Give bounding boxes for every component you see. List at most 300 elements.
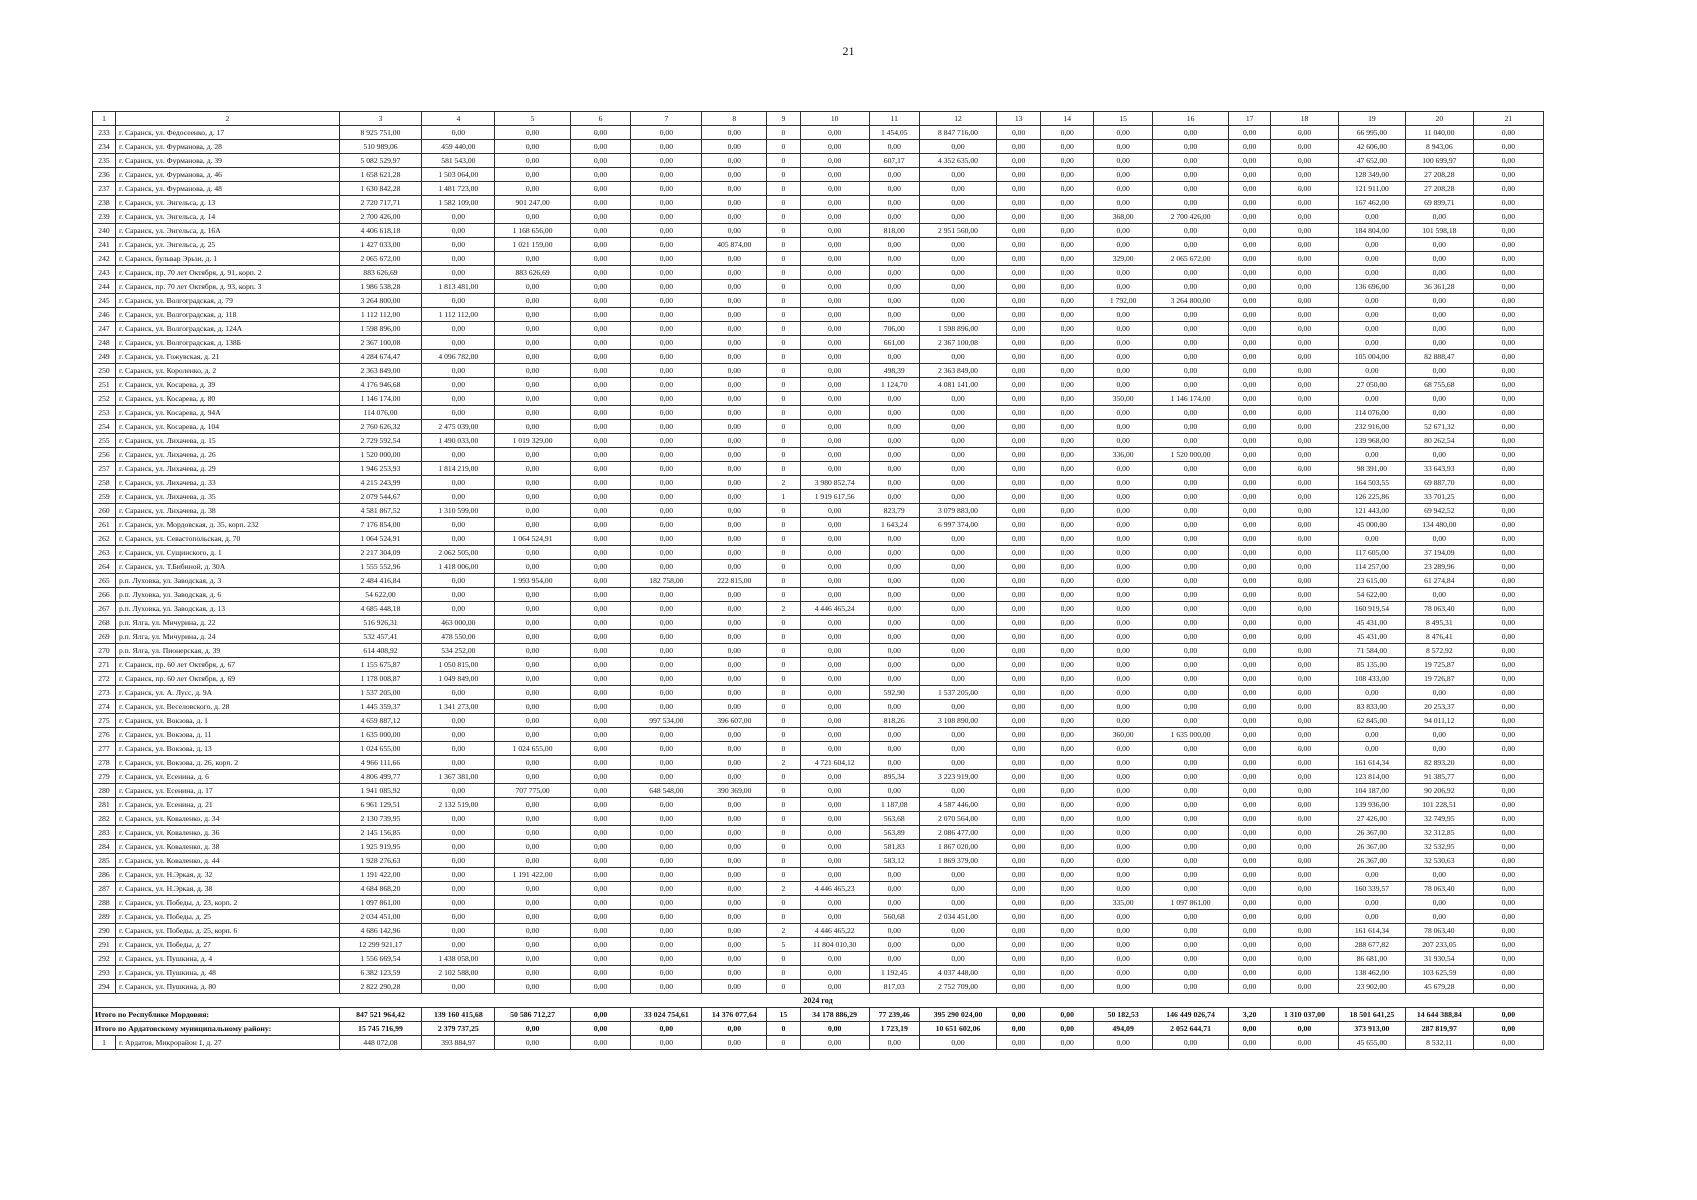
table-cell: 0,00 bbox=[1405, 686, 1473, 700]
table-cell: 0,00 bbox=[1152, 280, 1228, 294]
total-label: Итого по Республике Мордовия: bbox=[93, 1008, 340, 1022]
table-cell: 0,00 bbox=[997, 322, 1041, 336]
table-cell: 0,00 bbox=[570, 784, 631, 798]
table-cell: 0,00 bbox=[422, 406, 495, 420]
table-cell: 0,00 bbox=[570, 490, 631, 504]
total-cell: 15 bbox=[767, 1008, 800, 1022]
table-cell: 0,00 bbox=[1271, 490, 1339, 504]
table-cell: 2 700 426,00 bbox=[1152, 210, 1228, 224]
table-cell: 0,00 bbox=[1041, 182, 1094, 196]
table-cell: 0,00 bbox=[1271, 378, 1339, 392]
address-cell: г. Саранск, ул. Косарева, д. 39 bbox=[115, 378, 339, 392]
table-cell: 0,00 bbox=[495, 504, 570, 518]
table-cell: 360,00 bbox=[1094, 728, 1153, 742]
table-cell: 0,00 bbox=[997, 224, 1041, 238]
table-cell: 27 426,00 bbox=[1338, 812, 1405, 826]
table-cell: 1 869 379,00 bbox=[919, 854, 996, 868]
table-cell: 0,00 bbox=[422, 756, 495, 770]
table-row bbox=[93, 392, 1544, 406]
table-cell: 1 993 954,00 bbox=[495, 574, 570, 588]
table-cell: 2 729 592,54 bbox=[339, 434, 422, 448]
table-cell: 0,00 bbox=[495, 546, 570, 560]
total-cell: 1 310 037,00 bbox=[1271, 1008, 1339, 1022]
table-cell: 2 951 560,00 bbox=[919, 224, 996, 238]
table-cell: 23 902,00 bbox=[1338, 980, 1405, 994]
table-cell: 0,00 bbox=[997, 280, 1041, 294]
table-cell: 0,00 bbox=[702, 196, 767, 210]
table-cell: 0,00 bbox=[1094, 406, 1153, 420]
table-cell: 0,00 bbox=[1405, 406, 1473, 420]
table-cell: 0,00 bbox=[702, 434, 767, 448]
table-cell: 0,00 bbox=[631, 532, 702, 546]
table-cell: 5 bbox=[767, 938, 800, 952]
table-cell: 289 bbox=[93, 910, 116, 924]
table-cell: 0,00 bbox=[1473, 840, 1543, 854]
table-cell: 390 369,00 bbox=[702, 784, 767, 798]
table-cell: 0,00 bbox=[702, 252, 767, 266]
table-cell: 0,00 bbox=[570, 392, 631, 406]
table-cell: 0,00 bbox=[1041, 714, 1094, 728]
table-cell: 818,00 bbox=[869, 224, 919, 238]
table-cell: 0,00 bbox=[631, 182, 702, 196]
table-cell: 0,00 bbox=[997, 700, 1041, 714]
table-cell: 0,00 bbox=[1152, 140, 1228, 154]
total-cell: 14 376 077,64 bbox=[702, 1008, 767, 1022]
table-cell: 52 671,32 bbox=[1405, 420, 1473, 434]
table-cell: 0 bbox=[767, 182, 800, 196]
table-cell: 3 223 919,00 bbox=[919, 770, 996, 784]
table-cell: 0,00 bbox=[570, 504, 631, 518]
table-cell: 0,00 bbox=[1152, 644, 1228, 658]
total-cell: 395 290 024,00 bbox=[919, 1008, 996, 1022]
total-cell: 1 723,19 bbox=[869, 1022, 919, 1036]
table-cell: 0,00 bbox=[495, 490, 570, 504]
table-cell: 0,00 bbox=[1473, 266, 1543, 280]
table-cell: 707 775,00 bbox=[495, 784, 570, 798]
table-cell: 0,00 bbox=[495, 336, 570, 350]
table-cell: 0,00 bbox=[1152, 574, 1228, 588]
table-cell: 11 804 010,30 bbox=[800, 938, 869, 952]
table-cell: 0,00 bbox=[570, 896, 631, 910]
table-cell: 534 252,00 bbox=[422, 644, 495, 658]
table-cell: 6 997 374,00 bbox=[919, 518, 996, 532]
table-cell: 23 615,00 bbox=[1338, 574, 1405, 588]
table-cell: 0,00 bbox=[1405, 364, 1473, 378]
table-cell: 2 086 477,00 bbox=[919, 826, 996, 840]
total-cell: 0,00 bbox=[570, 1022, 631, 1036]
table-cell: 293 bbox=[93, 966, 116, 980]
table-cell: 0,00 bbox=[495, 602, 570, 616]
table-cell: 0,00 bbox=[631, 266, 702, 280]
table-cell: 0,00 bbox=[997, 504, 1041, 518]
total-cell: 146 449 026,74 bbox=[1152, 1008, 1228, 1022]
table-cell: 0,00 bbox=[702, 476, 767, 490]
table-cell: 0,00 bbox=[1473, 280, 1543, 294]
table-cell: 1 024 655,00 bbox=[495, 742, 570, 756]
table-cell: 0,00 bbox=[997, 378, 1041, 392]
table-cell: 0,00 bbox=[1229, 840, 1271, 854]
table-cell: 0,00 bbox=[1405, 588, 1473, 602]
table-cell: 0 bbox=[767, 168, 800, 182]
table-row bbox=[93, 182, 1544, 196]
table-cell: 0,00 bbox=[495, 322, 570, 336]
table-cell: 0,00 bbox=[869, 196, 919, 210]
table-cell: 0,00 bbox=[570, 868, 631, 882]
table-cell: 0,00 bbox=[919, 350, 996, 364]
table-cell: 26 367,00 bbox=[1338, 826, 1405, 840]
table-cell: 0,00 bbox=[997, 420, 1041, 434]
table-cell: 86 681,00 bbox=[1338, 952, 1405, 966]
address-cell: г. Саранск, ул. Волгоградская, д. 79 bbox=[115, 294, 339, 308]
table-cell: 0,00 bbox=[570, 448, 631, 462]
table-cell: 0,00 bbox=[1094, 588, 1153, 602]
table-cell: 0,00 bbox=[919, 602, 996, 616]
table-cell: 0,00 bbox=[702, 336, 767, 350]
table-cell: 80 262,54 bbox=[1405, 434, 1473, 448]
table-cell: 0,00 bbox=[1338, 266, 1405, 280]
table-cell: 241 bbox=[93, 238, 116, 252]
address-cell: г. Саранск, ул. Коваленко, д. 34 bbox=[115, 812, 339, 826]
table-cell: 0,00 bbox=[1271, 364, 1339, 378]
table-cell: 0,00 bbox=[1041, 854, 1094, 868]
table-cell: 0,00 bbox=[1094, 364, 1153, 378]
table-cell: 85 135,00 bbox=[1338, 658, 1405, 672]
table-cell: 240 bbox=[93, 224, 116, 238]
table-cell: 138 462,00 bbox=[1338, 966, 1405, 980]
table-cell: 68 755,68 bbox=[1405, 378, 1473, 392]
table-cell: 0,00 bbox=[702, 490, 767, 504]
table-cell: 0,00 bbox=[1229, 938, 1271, 952]
table-cell: 883 626,69 bbox=[495, 266, 570, 280]
table-cell: 250 bbox=[93, 364, 116, 378]
table-cell: 0,00 bbox=[570, 938, 631, 952]
address-cell: г. Саранск, бульвар Эрьзи, д. 1 bbox=[115, 252, 339, 266]
table-cell: 0,00 bbox=[570, 714, 631, 728]
table-cell: 0,00 bbox=[1229, 714, 1271, 728]
column-number-cell: 13 bbox=[997, 112, 1041, 126]
table-cell: 0,00 bbox=[800, 854, 869, 868]
address-cell: г. Саранск, ул. Фурманова, д. 46 bbox=[115, 168, 339, 182]
table-cell: 0,00 bbox=[997, 518, 1041, 532]
table-cell: 0,00 bbox=[1094, 336, 1153, 350]
table-row bbox=[93, 980, 1544, 994]
table-cell: 0,00 bbox=[919, 406, 996, 420]
table-cell: 0,00 bbox=[997, 392, 1041, 406]
table-cell: 0,00 bbox=[800, 392, 869, 406]
register-table bbox=[92, 111, 1544, 1050]
table-cell: 0,00 bbox=[570, 602, 631, 616]
table-cell: 27 208,28 bbox=[1405, 168, 1473, 182]
table-cell: 0,00 bbox=[1271, 294, 1339, 308]
table-cell: 0 bbox=[767, 966, 800, 980]
table-cell: 0 bbox=[767, 294, 800, 308]
table-cell: 0,00 bbox=[702, 896, 767, 910]
table-cell: 0,00 bbox=[702, 350, 767, 364]
table-cell: 4 686 142,96 bbox=[339, 924, 422, 938]
table-cell: 1 598 896,00 bbox=[919, 322, 996, 336]
table-cell: 69 899,71 bbox=[1405, 196, 1473, 210]
address-cell: г. Саранск, ул. Победы, д. 25 bbox=[115, 910, 339, 924]
table-cell: 0,00 bbox=[570, 882, 631, 896]
table-cell: 3 264 800,00 bbox=[339, 294, 422, 308]
table-cell: 0,00 bbox=[919, 420, 996, 434]
table-cell: 254 bbox=[93, 420, 116, 434]
table-cell: 238 bbox=[93, 196, 116, 210]
table-cell: 532 457,41 bbox=[339, 630, 422, 644]
table-cell: 0,00 bbox=[631, 350, 702, 364]
table-cell: 45 431,00 bbox=[1338, 616, 1405, 630]
table-cell: 0,00 bbox=[495, 826, 570, 840]
table-cell: 0,00 bbox=[1152, 224, 1228, 238]
table-cell: 0,00 bbox=[495, 280, 570, 294]
table-cell: 0,00 bbox=[800, 630, 869, 644]
table-cell: 1 635 000,00 bbox=[1152, 728, 1228, 742]
table-cell: 4 446 465,23 bbox=[800, 882, 869, 896]
table-cell: 329,00 bbox=[1094, 252, 1153, 266]
table-cell: 648 548,00 bbox=[631, 784, 702, 798]
table-cell: 0,00 bbox=[1473, 826, 1543, 840]
table-cell: 0,00 bbox=[919, 574, 996, 588]
table-row bbox=[93, 504, 1544, 518]
table-cell: 0,00 bbox=[1271, 938, 1339, 952]
table-cell: 0,00 bbox=[1152, 602, 1228, 616]
table-row bbox=[93, 406, 1544, 420]
table-cell: 0,00 bbox=[1041, 462, 1094, 476]
address-cell: г. Саранск, ул. Есенина, д. 17 bbox=[115, 784, 339, 798]
table-cell: 0,00 bbox=[570, 210, 631, 224]
total-ardatov-row bbox=[93, 1022, 1544, 1036]
table-cell: 0,00 bbox=[1271, 868, 1339, 882]
table-cell: 0,00 bbox=[1271, 686, 1339, 700]
address-cell: г. Саранск, ул. Н.Эркая, д. 38 bbox=[115, 882, 339, 896]
table-cell: 0,00 bbox=[570, 840, 631, 854]
table-cell: 45 000,00 bbox=[1338, 518, 1405, 532]
table-cell: 0,00 bbox=[631, 336, 702, 350]
table-cell: 0,00 bbox=[869, 546, 919, 560]
table-cell: 0,00 bbox=[919, 140, 996, 154]
table-cell: 0,00 bbox=[1229, 980, 1271, 994]
table-cell: 0,00 bbox=[1229, 658, 1271, 672]
table-cell: 78 063,40 bbox=[1405, 924, 1473, 938]
table-cell: 0,00 bbox=[570, 532, 631, 546]
table-cell: 0,00 bbox=[1271, 448, 1339, 462]
table-cell: 0,00 bbox=[869, 434, 919, 448]
table-row bbox=[93, 196, 1544, 210]
table-cell: 273 bbox=[93, 686, 116, 700]
table-cell: 184 804,00 bbox=[1338, 224, 1405, 238]
table-cell: 0,00 bbox=[800, 336, 869, 350]
address-cell: г. Саранск, ул. Энгельса, д. 13 bbox=[115, 196, 339, 210]
table-cell: 0,00 bbox=[495, 168, 570, 182]
total-cell: 373 913,00 bbox=[1338, 1022, 1405, 1036]
table-cell: 0,00 bbox=[570, 854, 631, 868]
table-cell: 0,00 bbox=[1405, 266, 1473, 280]
total-cell: 0,00 bbox=[800, 1022, 869, 1036]
table-row bbox=[93, 280, 1544, 294]
table-cell: 0,00 bbox=[702, 910, 767, 924]
table-cell: 0,00 bbox=[1473, 728, 1543, 742]
total-cell: 0,00 bbox=[997, 1022, 1041, 1036]
address-cell: г. Саранск, ул. Н.Эркая, д. 32 bbox=[115, 868, 339, 882]
table-cell: 0 bbox=[767, 784, 800, 798]
table-cell: 0,00 bbox=[1229, 560, 1271, 574]
table-cell: 0,00 bbox=[570, 308, 631, 322]
table-cell: 0,00 bbox=[631, 378, 702, 392]
table-cell: 0,00 bbox=[570, 518, 631, 532]
table-cell: 248 bbox=[93, 336, 116, 350]
table-cell: 269 bbox=[93, 630, 116, 644]
table-cell: 0,00 bbox=[1473, 868, 1543, 882]
table-cell: 0,00 bbox=[1271, 518, 1339, 532]
table-cell: 0,00 bbox=[570, 588, 631, 602]
table-cell: 0,00 bbox=[1473, 420, 1543, 434]
table-cell: 0,00 bbox=[1229, 420, 1271, 434]
table-cell: 0,00 bbox=[997, 238, 1041, 252]
table-cell: 0,00 bbox=[495, 686, 570, 700]
table-cell: 0,00 bbox=[631, 672, 702, 686]
table-cell: 0,00 bbox=[631, 210, 702, 224]
table-cell: 0,00 bbox=[1271, 700, 1339, 714]
table-cell: 0,00 bbox=[422, 686, 495, 700]
table-cell: 0,00 bbox=[495, 728, 570, 742]
table-cell: 0,00 bbox=[1094, 238, 1153, 252]
address-cell: г. Саранск, пр. 60 лет Октября, д. 67 bbox=[115, 658, 339, 672]
table-cell: 0 bbox=[767, 322, 800, 336]
table-cell: 0,00 bbox=[702, 756, 767, 770]
table-cell: 0,00 bbox=[1271, 588, 1339, 602]
table-cell: 4 966 111,66 bbox=[339, 756, 422, 770]
column-number-cell: 3 bbox=[339, 112, 422, 126]
table-cell: 0,00 bbox=[631, 252, 702, 266]
table-cell: 0,00 bbox=[631, 882, 702, 896]
table-cell: 0,00 bbox=[1152, 770, 1228, 784]
table-cell: 0 bbox=[767, 616, 800, 630]
table-row bbox=[93, 952, 1544, 966]
table-cell: 0,00 bbox=[800, 448, 869, 462]
table-cell: 0,00 bbox=[495, 770, 570, 784]
table-cell: 0,00 bbox=[1229, 882, 1271, 896]
table-cell: 0,00 bbox=[1094, 980, 1153, 994]
total-cell: 2 052 644,71 bbox=[1152, 1022, 1228, 1036]
table-cell: 0 bbox=[767, 364, 800, 378]
table-cell: 706,00 bbox=[869, 322, 919, 336]
table-cell: 0,00 bbox=[1152, 476, 1228, 490]
table-cell: 246 bbox=[93, 308, 116, 322]
table-cell: 0,00 bbox=[702, 210, 767, 224]
table-cell: 0,00 bbox=[919, 434, 996, 448]
table-cell: 0,00 bbox=[1041, 966, 1094, 980]
table-cell: 0,00 bbox=[1152, 490, 1228, 504]
table-cell: 0,00 bbox=[1229, 546, 1271, 560]
table-cell: 0,00 bbox=[1041, 546, 1094, 560]
table-cell: 0,00 bbox=[1338, 210, 1405, 224]
table-cell: 0,00 bbox=[1094, 714, 1153, 728]
table-cell: 0,00 bbox=[422, 924, 495, 938]
table-cell: 0,00 bbox=[800, 154, 869, 168]
table-cell: 0,00 bbox=[570, 560, 631, 574]
table-cell: 498,39 bbox=[869, 364, 919, 378]
table-cell: 1 537 205,00 bbox=[339, 686, 422, 700]
table-cell: 1 192,45 bbox=[869, 966, 919, 980]
table-cell: 0,00 bbox=[1094, 574, 1153, 588]
table-cell: 0,00 bbox=[1094, 490, 1153, 504]
table-cell: 128 349,00 bbox=[1338, 168, 1405, 182]
table-cell: 0,00 bbox=[1405, 868, 1473, 882]
table-cell: 0,00 bbox=[702, 812, 767, 826]
table-cell: 1 427 033,00 bbox=[339, 238, 422, 252]
table-cell: 0,00 bbox=[1041, 910, 1094, 924]
table-cell: 2 484 416,84 bbox=[339, 574, 422, 588]
column-number-cell: 10 bbox=[800, 112, 869, 126]
total-cell: 494,09 bbox=[1094, 1022, 1153, 1036]
table-cell: 0,00 bbox=[800, 616, 869, 630]
table-cell: 0,00 bbox=[570, 322, 631, 336]
table-cell: 0,00 bbox=[997, 126, 1041, 140]
table-cell: 0,00 bbox=[1041, 658, 1094, 672]
table-cell: 0,00 bbox=[869, 294, 919, 308]
table-cell: 3 264 800,00 bbox=[1152, 294, 1228, 308]
table-row bbox=[93, 490, 1544, 504]
table-cell: 0,00 bbox=[422, 602, 495, 616]
table-cell: 0,00 bbox=[1152, 378, 1228, 392]
table-cell: 0,00 bbox=[495, 294, 570, 308]
table-cell: 0,00 bbox=[997, 210, 1041, 224]
table-cell: 4 659 887,12 bbox=[339, 714, 422, 728]
table-row bbox=[93, 168, 1544, 182]
table-cell: 0,00 bbox=[1094, 770, 1153, 784]
table-cell: 2 363 849,00 bbox=[339, 364, 422, 378]
table-cell: 0,00 bbox=[1041, 378, 1094, 392]
table-cell: 0,00 bbox=[631, 364, 702, 378]
table-cell: 0,00 bbox=[1271, 770, 1339, 784]
table-cell: 0,00 bbox=[1271, 546, 1339, 560]
table-cell: 0,00 bbox=[997, 294, 1041, 308]
table-cell: 0,00 bbox=[1041, 840, 1094, 854]
table-cell: 0,00 bbox=[1094, 910, 1153, 924]
table-cell: 0,00 bbox=[570, 476, 631, 490]
table-cell: 0,00 bbox=[800, 462, 869, 476]
table-cell: 0 bbox=[767, 238, 800, 252]
table-cell: 0,00 bbox=[919, 644, 996, 658]
table-cell: 0,00 bbox=[1041, 308, 1094, 322]
table-cell: 0,00 bbox=[1229, 448, 1271, 462]
table-cell: 257 bbox=[93, 462, 116, 476]
table-cell: 0,00 bbox=[1473, 462, 1543, 476]
table-cell: 0,00 bbox=[1473, 392, 1543, 406]
table-cell: 0,00 bbox=[800, 266, 869, 280]
table-cell: 0,00 bbox=[570, 966, 631, 980]
table-row bbox=[93, 1036, 1544, 1050]
table-cell: 0,00 bbox=[1094, 868, 1153, 882]
table-cell: 0,00 bbox=[1405, 252, 1473, 266]
table-cell: 1 050 815,00 bbox=[422, 658, 495, 672]
table-cell: 0,00 bbox=[570, 924, 631, 938]
total-cell: 3,20 bbox=[1229, 1008, 1271, 1022]
table-cell: 0,00 bbox=[1271, 280, 1339, 294]
table-cell: 0,00 bbox=[570, 238, 631, 252]
table-cell: 0,00 bbox=[570, 616, 631, 630]
table-cell: 0,00 bbox=[1473, 574, 1543, 588]
table-cell: 0,00 bbox=[631, 910, 702, 924]
table-cell: 0,00 bbox=[422, 518, 495, 532]
table-cell: 1 367 381,00 bbox=[422, 770, 495, 784]
table-cell: 0,00 bbox=[1094, 140, 1153, 154]
table-cell: 0,00 bbox=[1229, 672, 1271, 686]
table-cell: 0,00 bbox=[1229, 378, 1271, 392]
table-cell: 0,00 bbox=[631, 490, 702, 504]
table-cell: 0,00 bbox=[800, 910, 869, 924]
table-cell: 0,00 bbox=[919, 210, 996, 224]
